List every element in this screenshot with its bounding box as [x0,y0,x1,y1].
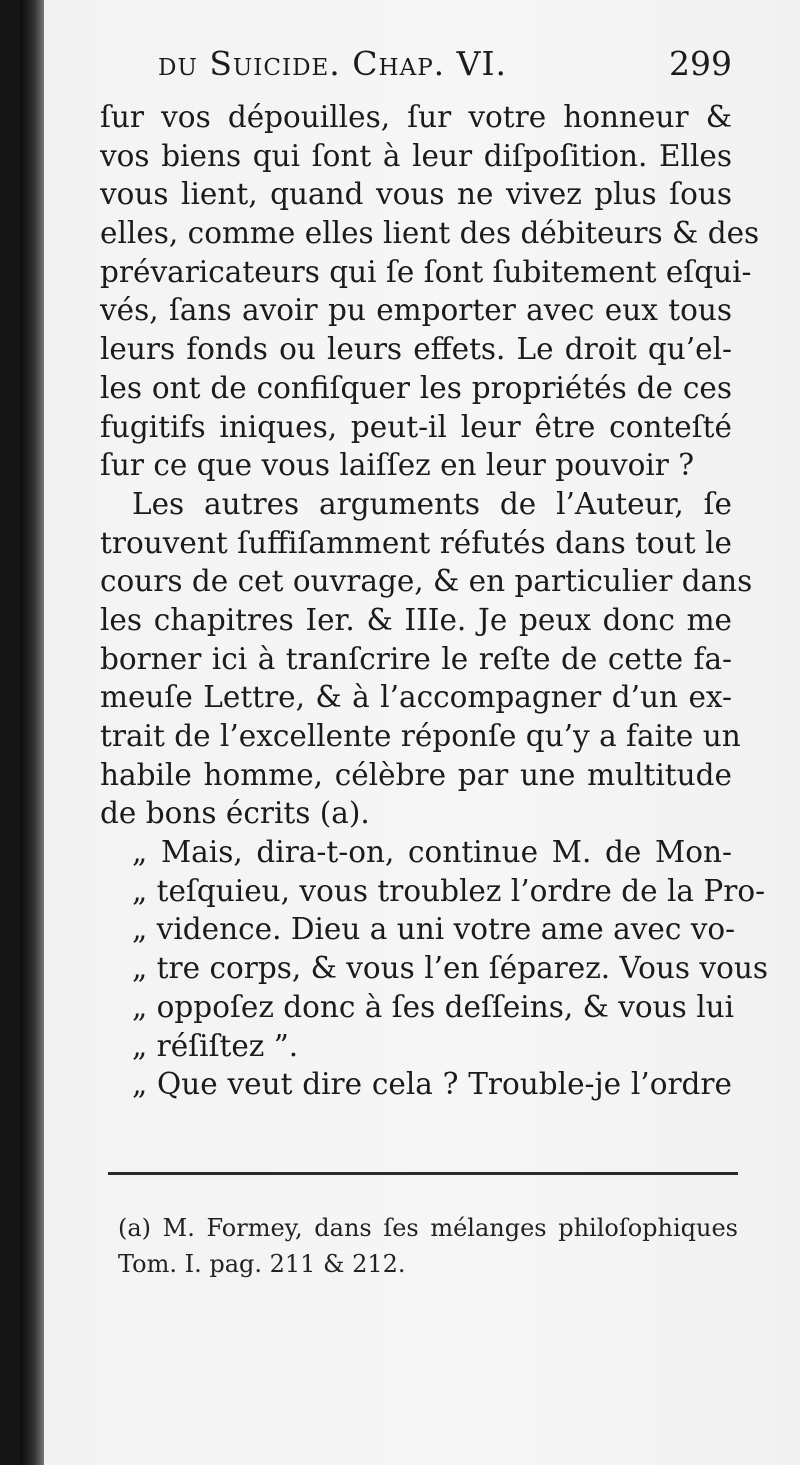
body-text [100,98,768,1104]
quote-line: „ Mais, dira-t-on, continue M. de Mon- [132,835,732,870]
quote-line: „ réſiſtez ”. [132,1028,299,1063]
text-line: habile homme, célèbre par une multitude [100,757,732,792]
text-line: ſur ce que vous laiſſez en leur pouvoir ? [100,448,695,483]
text-line: vés, ſans avoir pu emporter avec eux tous [100,293,732,328]
text-line: meuſe Lettre, & à l’accompagner d’un ex- [100,680,732,715]
page-header [158,44,738,94]
text-line: trouvent ſuffiſamment réfutés dans tout le [100,525,732,560]
text-line: les chapitres Ier. & IIIe. Je peux donc me [100,602,732,637]
text-line: les ont de confiſquer les propriétés de ces [100,370,732,405]
quote-line: „ teſquieu, vous troublez l’ordre de la Pro- [132,873,766,908]
quote-line: „ vidence. Dieu a uni votre ame avec vo- [132,912,736,947]
footnote-line: (a) M. Formey, dans ſes mélanges philoſophiques [118,1214,738,1242]
page-number: 299 [669,44,732,83]
text-line: borner ici à tranſcrire le reſte de cette fa- [100,641,732,676]
text-line: elles, comme elles lient des débiteurs & des [100,216,760,251]
text-line: vous lient, quand vous ne vivez plus ſous [100,177,732,212]
text-line: prévaricateurs qui ſe ſont ſubitement eſqui- [100,254,752,289]
text-line: trait de l’excellente réponſe qu’y a faite un [100,719,741,753]
text-line: fugitifs iniques, peut-il leur être conteſté [100,409,732,444]
text-line: ſur vos dépouilles, ſur votre honneur & [100,100,732,134]
footnote-rule [108,1172,738,1175]
text-line: cours de cet ouvrage, & en particulier dans [100,564,753,599]
quote-line: „ oppoſez donc à ſes deſſeins, & vous lui [132,989,735,1024]
text-line: de bons écrits (a). [100,796,370,831]
footnote [118,1210,738,1282]
footnote-line: Tom. I. pag. 211 & 212. [118,1250,406,1278]
running-head: du Suicide. Chap. VI. [158,44,508,83]
quote-line: „ Que veut dire cela ? Trouble-je l’ordre [132,1067,732,1102]
paragraph-start-line: Les autres arguments de l’Auteur, ſe [132,486,732,521]
text-line: leurs fonds ou leurs effets. Le droit qu’el- [100,332,732,367]
page-gutter-edge [20,0,44,1465]
text-line: vos biens qui ſont à leur diſpoſition. Elles [100,138,732,173]
quote-line: „ tre corps, & vous l’en ſéparez. Vous vous [132,951,768,986]
